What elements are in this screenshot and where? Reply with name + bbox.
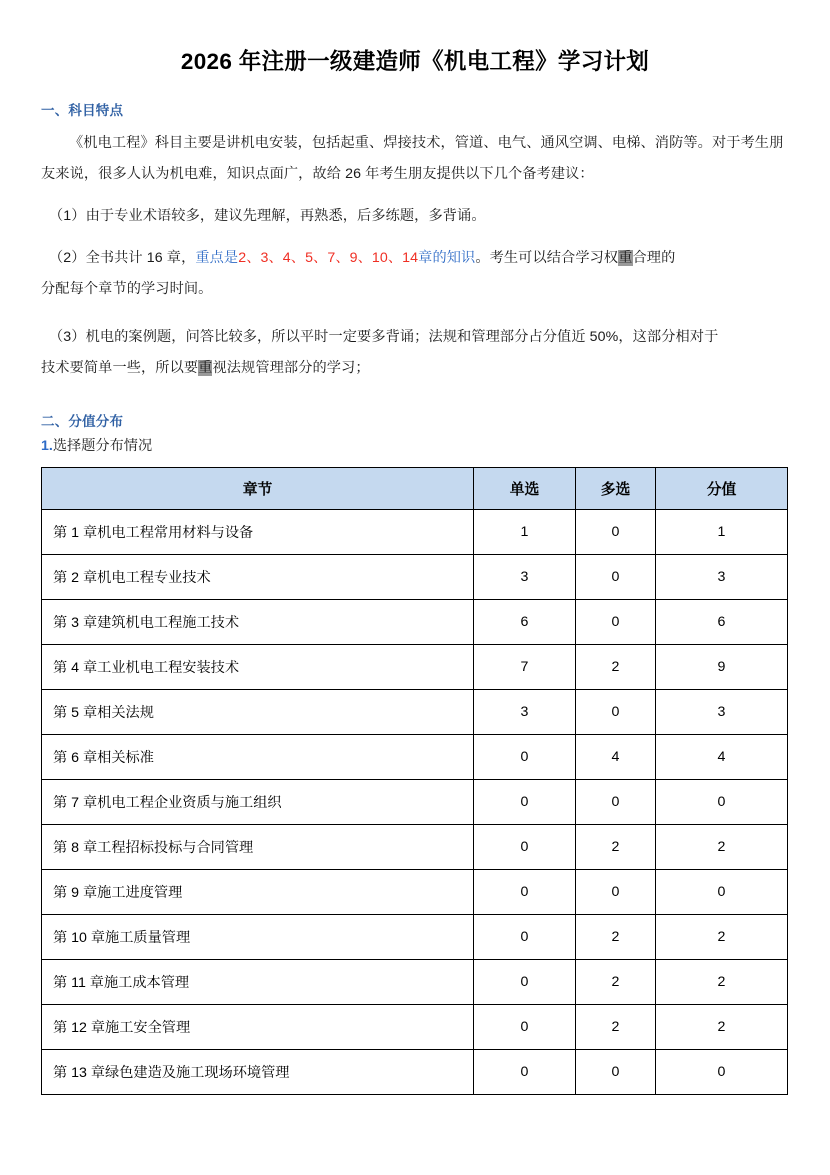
column-header-multi-choice: 多选 <box>576 468 656 510</box>
features-item-3-line2 <box>41 353 789 384</box>
cell-chapter: 第 1 章机电工程常用材料与设备 <box>42 510 474 555</box>
cell-single-choice: 0 <box>474 870 576 915</box>
table-row <box>42 915 788 960</box>
column-header-score: 分值 <box>656 468 788 510</box>
item2-key-chapters: 2、3、4、5、7、9、10、14 <box>238 250 419 267</box>
item2-lead-text: （2）全书共计 16 章， <box>49 250 196 267</box>
cell-multi-choice: 0 <box>576 555 656 600</box>
cell-chapter: 第 10 章施工质量管理 <box>42 915 474 960</box>
cell-single-choice: 0 <box>474 1050 576 1095</box>
table-header-row <box>42 468 788 510</box>
table-body <box>42 510 788 1095</box>
cell-multi-choice: 0 <box>576 780 656 825</box>
cell-score: 3 <box>656 690 788 735</box>
item3-shaded-char: 重 <box>198 360 213 377</box>
table-row <box>42 735 788 780</box>
cell-score: 4 <box>656 735 788 780</box>
subheading-label: 选择题分布情况 <box>52 438 153 455</box>
item2-emphasis-blue-prefix: 重点是 <box>195 250 239 267</box>
cell-multi-choice: 0 <box>576 870 656 915</box>
cell-score: 6 <box>656 600 788 645</box>
cell-score: 3 <box>656 555 788 600</box>
cell-single-choice: 1 <box>474 510 576 555</box>
features-item-1: （1）由于专业术语较多，建议先理解，再熟悉，后多练题，多背诵。 <box>49 208 486 225</box>
cell-single-choice: 0 <box>474 735 576 780</box>
cell-score: 0 <box>656 1050 788 1095</box>
cell-single-choice: 6 <box>474 600 576 645</box>
cell-multi-choice: 2 <box>576 825 656 870</box>
cell-score: 2 <box>656 915 788 960</box>
table-row <box>42 870 788 915</box>
cell-chapter: 第 3 章建筑机电工程施工技术 <box>42 600 474 645</box>
cell-chapter: 第 4 章工业机电工程安装技术 <box>42 645 474 690</box>
cell-chapter: 第 7 章机电工程企业资质与施工组织 <box>42 780 474 825</box>
cell-chapter: 第 11 章施工成本管理 <box>42 960 474 1005</box>
score-distribution-table <box>41 467 788 1095</box>
item3-line2-a: 技术要简单一些，所以要 <box>41 360 199 377</box>
table-row <box>42 780 788 825</box>
features-item-3-line1: （3）机电的案例题，问答比较多，所以平时一定要多背诵；法规和管理部分占分值近 50%，这部分相对于 <box>49 329 719 346</box>
table-header <box>42 468 788 510</box>
cell-single-choice: 0 <box>474 780 576 825</box>
cell-single-choice: 0 <box>474 1005 576 1050</box>
cell-single-choice: 0 <box>474 915 576 960</box>
cell-score: 2 <box>656 825 788 870</box>
table-row <box>42 555 788 600</box>
cell-multi-choice: 0 <box>576 690 656 735</box>
cell-score: 0 <box>656 870 788 915</box>
cell-single-choice: 7 <box>474 645 576 690</box>
column-header-single-choice: 单选 <box>474 468 576 510</box>
cell-chapter: 第 2 章机电工程专业技术 <box>42 555 474 600</box>
table-row <box>42 510 788 555</box>
cell-chapter: 第 12 章施工安全管理 <box>42 1005 474 1050</box>
cell-single-choice: 0 <box>474 825 576 870</box>
cell-single-choice: 0 <box>474 960 576 1005</box>
cell-chapter: 第 8 章工程招标投标与合同管理 <box>42 825 474 870</box>
table-row <box>42 690 788 735</box>
cell-score: 2 <box>656 960 788 1005</box>
cell-multi-choice: 2 <box>576 960 656 1005</box>
item2-shaded-char: 重 <box>618 250 633 267</box>
table-row <box>42 960 788 1005</box>
item2-emphasis-blue-suffix: 章的知识 <box>418 250 476 267</box>
table-row <box>42 1005 788 1050</box>
subheading-choice-distribution <box>41 430 789 458</box>
features-item-2-line2: 分配每个章节的学习时间。 <box>41 281 213 298</box>
cell-score: 1 <box>656 510 788 555</box>
cell-multi-choice: 2 <box>576 645 656 690</box>
cell-multi-choice: 2 <box>576 915 656 960</box>
section-heading-features: 一、科目特点 <box>41 103 124 119</box>
cell-score: 9 <box>656 645 788 690</box>
cell-chapter: 第 6 章相关标准 <box>42 735 474 780</box>
item2-tail-a: 。考生可以结合学习权 <box>475 250 619 267</box>
cell-multi-choice: 0 <box>576 510 656 555</box>
subheading-number: 1. <box>41 438 53 455</box>
cell-score: 0 <box>656 780 788 825</box>
cell-multi-choice: 0 <box>576 600 656 645</box>
features-item-2 <box>41 232 789 274</box>
cell-multi-choice: 0 <box>576 1050 656 1095</box>
item3-line2-b: 视法规管理部分的学习； <box>212 360 370 377</box>
features-intro-paragraph: 《机电工程》科目主要是讲机电安装，包括起重、焊接技术，管道、电气、通风空调、电梯、消防等。对于考生朋友来说，很多人认为机电难，知识点面广，故给 26 年考生朋友提供以下几个备考建议： <box>41 135 784 183</box>
cell-chapter: 第 13 章绿色建造及施工现场环境管理 <box>42 1050 474 1095</box>
table-row <box>42 825 788 870</box>
cell-multi-choice: 2 <box>576 1005 656 1050</box>
item2-tail-b: 合理的 <box>632 250 676 267</box>
page-title: 2026 年注册一级建造师《机电工程》学习计划 <box>180 49 650 74</box>
cell-single-choice: 3 <box>474 690 576 735</box>
cell-chapter: 第 5 章相关法规 <box>42 690 474 735</box>
cell-score: 2 <box>656 1005 788 1050</box>
table-row <box>42 645 788 690</box>
column-header-chapter: 章节 <box>42 468 474 510</box>
table-row <box>42 1050 788 1095</box>
cell-multi-choice: 4 <box>576 735 656 780</box>
cell-single-choice: 3 <box>474 555 576 600</box>
table-row <box>42 600 788 645</box>
cell-chapter: 第 9 章施工进度管理 <box>42 870 474 915</box>
section-heading-scores: 二、分值分布 <box>41 414 124 430</box>
